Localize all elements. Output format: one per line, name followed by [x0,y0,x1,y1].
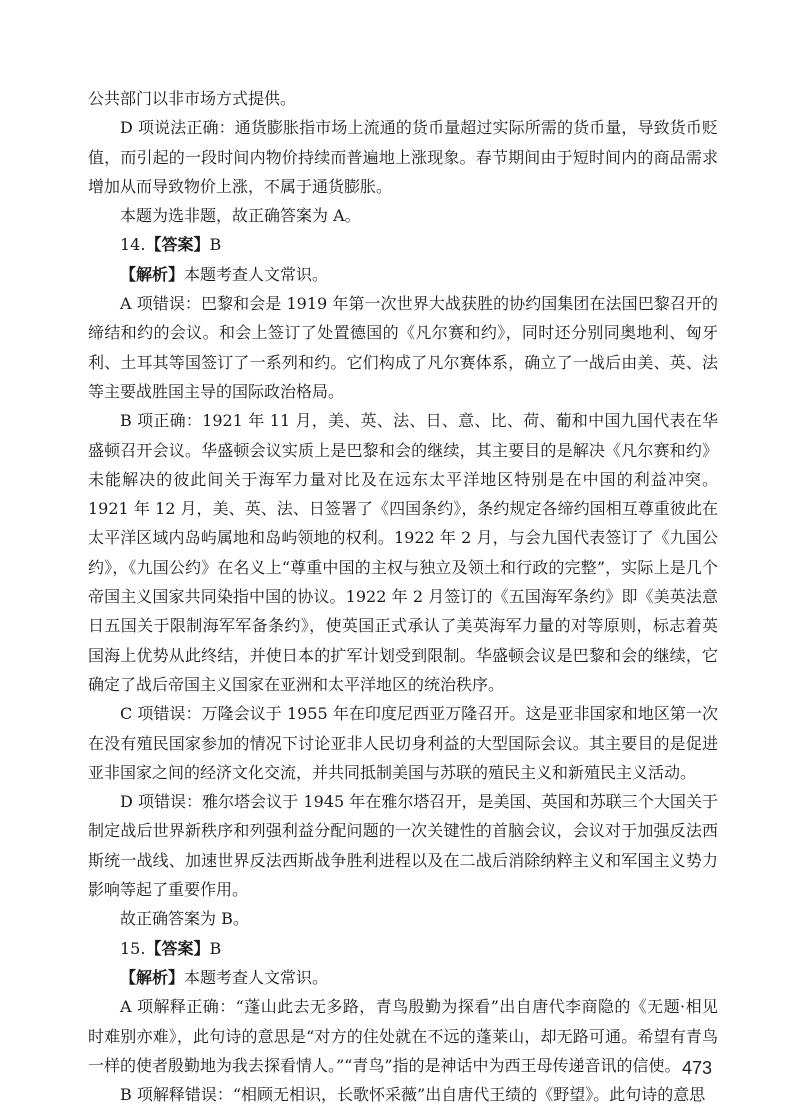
paragraph-text: 故正确答案为 B。 [120,909,249,929]
paragraph-text: D 项说法正确：通货膨胀指市场上流通的货币量超过实际所需的货币量，导致货币贬值，而引起的一段时间内物价持续而普遍地上涨现象。春节期间由于短时间内的商品需求增加从而导致物价上涨，不属于通货膨胀。 [88,118,718,196]
paragraph-text: B 项解释错误：“相顾无相识，长歌怀采薇”出自唐代王绩的《野望》。此句诗的意思 [120,1085,706,1105]
paragraph-conclusion-14 [88,904,718,933]
analysis-text: 本题考查人文常识。 [184,967,329,987]
analysis-tag: 【解析】 [120,967,185,987]
paragraph-15-option-a [88,992,718,1080]
question-14-answer [88,230,718,259]
paragraph-14-option-d [88,787,718,904]
document-body [88,84,718,1109]
question-number: 14. [120,235,146,255]
paragraph-text: D 项错误：雅尔塔会议于 1945 年在雅尔塔召开，是美国、英国和苏联三个大国关于制定战后世界新秩序和列强利益分配问题的一次关键性的首脑会议，会议对于加强反法西斯统一战线、加速世界反法西斯战争胜利进程以及在二战后消除纳粹主义和军国主义势力影响等起了重要作用。 [88,792,718,900]
page-number: 473 [681,1058,712,1078]
analysis-tag: 【解析】 [120,264,185,284]
paragraph-text: B 项正确：1921 年 11 月，美、英、法、日、意、比、荷、葡和中国九国代表在华盛顿召开会议。华盛顿会议实质上是巴黎和会的继续，其主要目的是解决《凡尔赛和约》未能解决的彼此间关于海军力量对比及在远东太平洋地区特别是在中国的利益冲突。1921 年 12 月，美、英、法、日签署了《四国条约》，条约规定各缔约国相互尊重彼此在太平洋区域内岛屿属地和岛屿领地的权利。1922 年 2 月，与会九国代表签订了《九国公约》，《九国公约》在名义上“尊重中国的主权与独立及领土和行政的完整”，实际上是几个帝国主义国家共同染指中国的协议。1922 年 2 月签订的《五国海军条约》即《美英法意日五国关于限制海军军备条约》，使英国正式承认了美英海军力量的对等原则，标志着英国海上优势从此终结，并使日本的扩军计划受到限制。华盛顿会议是巴黎和会的继续，它确定了战后帝国主义国家在亚洲和太平洋地区的统治秩序。 [88,411,718,694]
paragraph-text: C 项错误：万隆会议于 1955 年在印度尼西亚万隆召开。这是亚非国家和地区第一次在没有殖民国家参加的情况下讨论亚非人民切身利益的大型国际会议。其主要目的是促进亚非国家之间的经济文化交流，并共同抵制美国与苏联的殖民主义和新殖民主义活动。 [88,704,718,782]
answer-value: B [209,235,222,255]
paragraph-option-d [88,113,718,201]
paragraph-text: 本题为选非题，故正确答案为 A。 [120,206,361,226]
paragraph-14-option-a [88,289,718,406]
analysis-text: 本题考查人文常识。 [184,264,329,284]
paragraph-conclusion-13 [88,201,718,230]
answer-tag: 【答案】 [145,938,210,958]
paragraph-continuation [88,84,718,113]
answer-tag: 【答案】 [145,235,210,255]
paragraph-text: 公共部门以非市场方式提供。 [88,89,297,108]
paragraph-15-option-b [88,1080,718,1109]
paragraph-14-option-c [88,699,718,787]
question-15-answer [88,934,718,963]
paragraph-14-option-b [88,406,718,699]
question-number: 15. [120,938,146,958]
answer-value: B [209,938,222,958]
question-15-analysis [88,963,718,992]
paragraph-text: A 项解释正确：“蓬山此去无多路，青鸟殷勤为探看”出自唐代李商隐的《无题·相见时难别亦难》，此句诗的意思是“对方的住处就在不远的蓬莱山，却无路可通。希望有青鸟一样的使者殷勤地为我去探看情人。”“青鸟”指的是神话中为西王母传递音讯的信使。 [88,997,718,1075]
paragraph-text: A 项错误：巴黎和会是 1919 年第一次世界大战获胜的协约国集团在法国巴黎召开的缔结和约的会议。和会上签订了处置德国的《凡尔赛和约》，同时还分别同奥地利、匈牙利、土耳其等国签订了一系列和约。它们构成了凡尔赛体系，确立了一战后由美、英、法等主要战胜国主导的国际政治格局。 [88,294,718,401]
question-14-analysis [88,260,718,289]
